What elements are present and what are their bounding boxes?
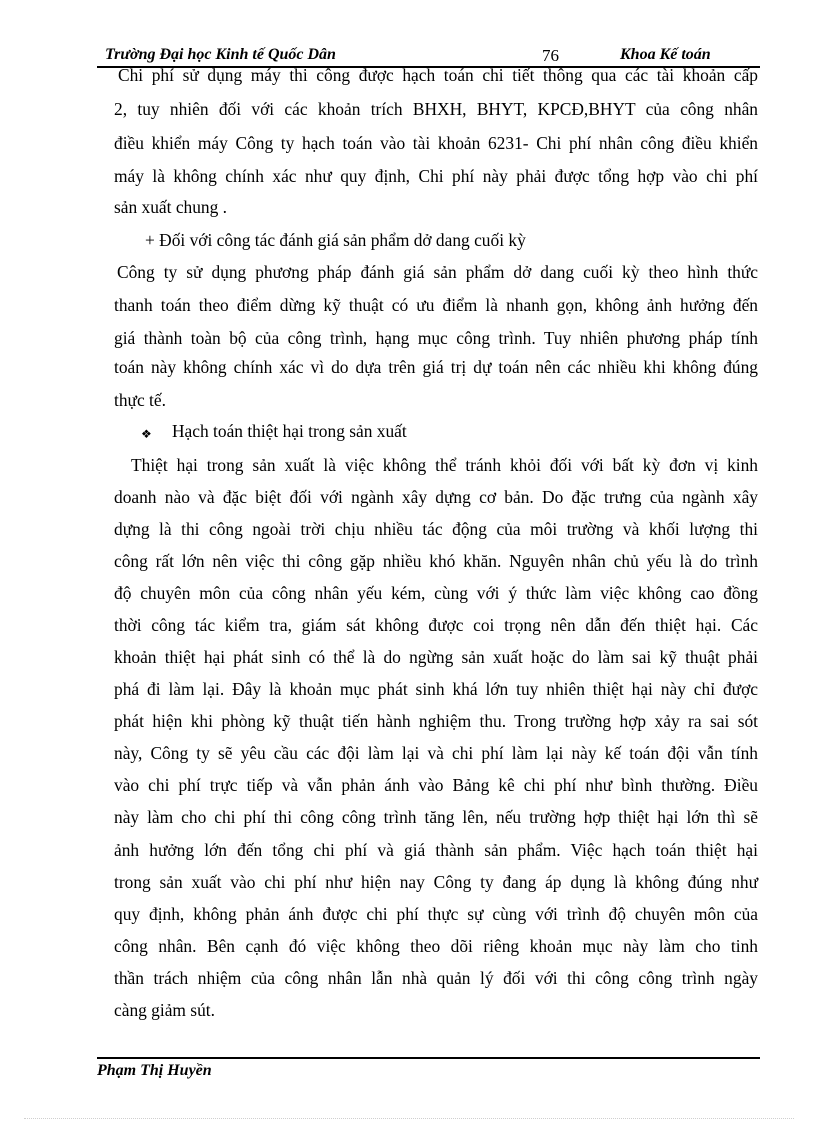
text-line: này làm cho chi phí thi công công trình tăng lên, nếu trường hợp thiệt hại lớn thì sẽ (114, 807, 758, 827)
footer-divider (97, 1057, 760, 1059)
text-line: khoản thiệt hại phát sinh có thể là do ngừng sản xuất hoặc do làm sai kỹ thuật phải (114, 647, 758, 667)
text-line: 2, tuy nhiên đối với các khoản trích BHXH, BHYT, KPCĐ,BHYT của công nhân (114, 99, 758, 119)
text-line: Thiệt hại trong sản xuất là việc không thể tránh khỏi đối với bất kỳ đơn vị kinh (131, 455, 758, 475)
text-line: máy là không chính xác như quy định, Chi phí này phải được tổng hợp vào chi phí (114, 166, 758, 186)
text-line: điều khiển máy Công ty hạch toán vào tài khoản 6231- Chi phí nhân công điều khiển (114, 133, 758, 153)
text-line: thực tế. (114, 390, 166, 410)
diamond-bullet-icon: ❖ (141, 427, 152, 441)
text-line: Công ty sử dụng phương pháp đánh giá sản phẩm dở dang cuối kỳ theo hình thức (117, 262, 758, 282)
text-line: công rất lớn nên việc thi công gặp nhiều khó khăn. Nguyên nhân chủ yếu là do trình (114, 551, 758, 571)
text-line: giá thành toàn bộ của công trình, hạng mục công trình. Tuy nhiên phương pháp tính (114, 328, 758, 348)
text-line: càng giảm sút. (114, 1000, 215, 1020)
text-line: thanh toán theo điểm dừng kỹ thuật có ưu điểm là nhanh gọn, không ảnh hưởng đến (114, 295, 758, 315)
page-bottom-divider (24, 1118, 794, 1119)
text-line: độ chuyên môn của công nhân yếu kém, cùng với ý thức làm việc không cao đồng (114, 583, 758, 603)
text-line: sản xuất chung . (114, 197, 228, 217)
text-line: ảnh hưởng lớn đến tổng chi phí và giá thành sản phẩm. Việc hạch toán thiệt hại (114, 840, 758, 860)
text-line: này, Công ty sẽ yêu cầu các đội làm lại và chi phí làm lại này kế toán đội vẫn tính (114, 743, 758, 763)
header-faculty: Khoa Kế toán (620, 46, 711, 63)
text-line: trong sản xuất vào chi phí như hiện nay Công ty đang áp dụng là không đúng như (114, 872, 758, 892)
footer-author: Phạm Thị Huyền (97, 1062, 212, 1079)
text-line: Chi phí sử dụng máy thi công được hạch toán chi tiết thông qua các tài khoản cấp (118, 65, 758, 85)
text-line: phá đi làm lại. Đây là khoản mục phát sinh khá lớn tuy nhiên thiệt hại này chỉ được (114, 679, 758, 699)
subheading-wip-valuation: + Đối với công tác đánh giá sản phẩm dở dang cuối kỳ (145, 230, 526, 250)
text-line: quy định, không phản ánh được chi phí thực sự cùng với trình độ chuyên môn của (114, 904, 758, 924)
text-line: dựng là thi công ngoài trời chịu nhiều tác động của môi trường và khối lượng thi (114, 519, 758, 539)
text-line: thời công tác kiểm tra, giám sát không được coi trọng nên dẫn đến thiệt hại. Các (114, 615, 758, 635)
section-heading-production-losses: Hạch toán thiệt hại trong sản xuất (172, 421, 407, 441)
text-line: vào chi phí trực tiếp và vẫn phản ánh vào Bảng kê chi phí như bình thường. Điều (114, 775, 758, 795)
page-number: 76 (542, 46, 559, 65)
text-line: công nhân. Bên cạnh đó việc không theo dõi riêng khoản mục này làm cho tinh (114, 936, 758, 956)
text-line: toán này không chính xác vì do dựa trên giá trị dự toán nên các nhiều khi không đúng (114, 357, 758, 377)
text-line: thần trách nhiệm của công nhân lẫn nhà quản lý đối với thi công công trình ngày (114, 968, 758, 988)
header-university: Trường Đại học Kinh tế Quốc Dân (105, 46, 336, 63)
text-line: phát hiện khi phòng kỹ thuật tiến hành nghiệm thu. Trong trường hợp xảy ra sai sót (114, 711, 758, 731)
text-line: doanh nào và đặc biệt đối với ngành xây dựng cơ bản. Do đặc trưng của ngành xây (114, 487, 758, 507)
